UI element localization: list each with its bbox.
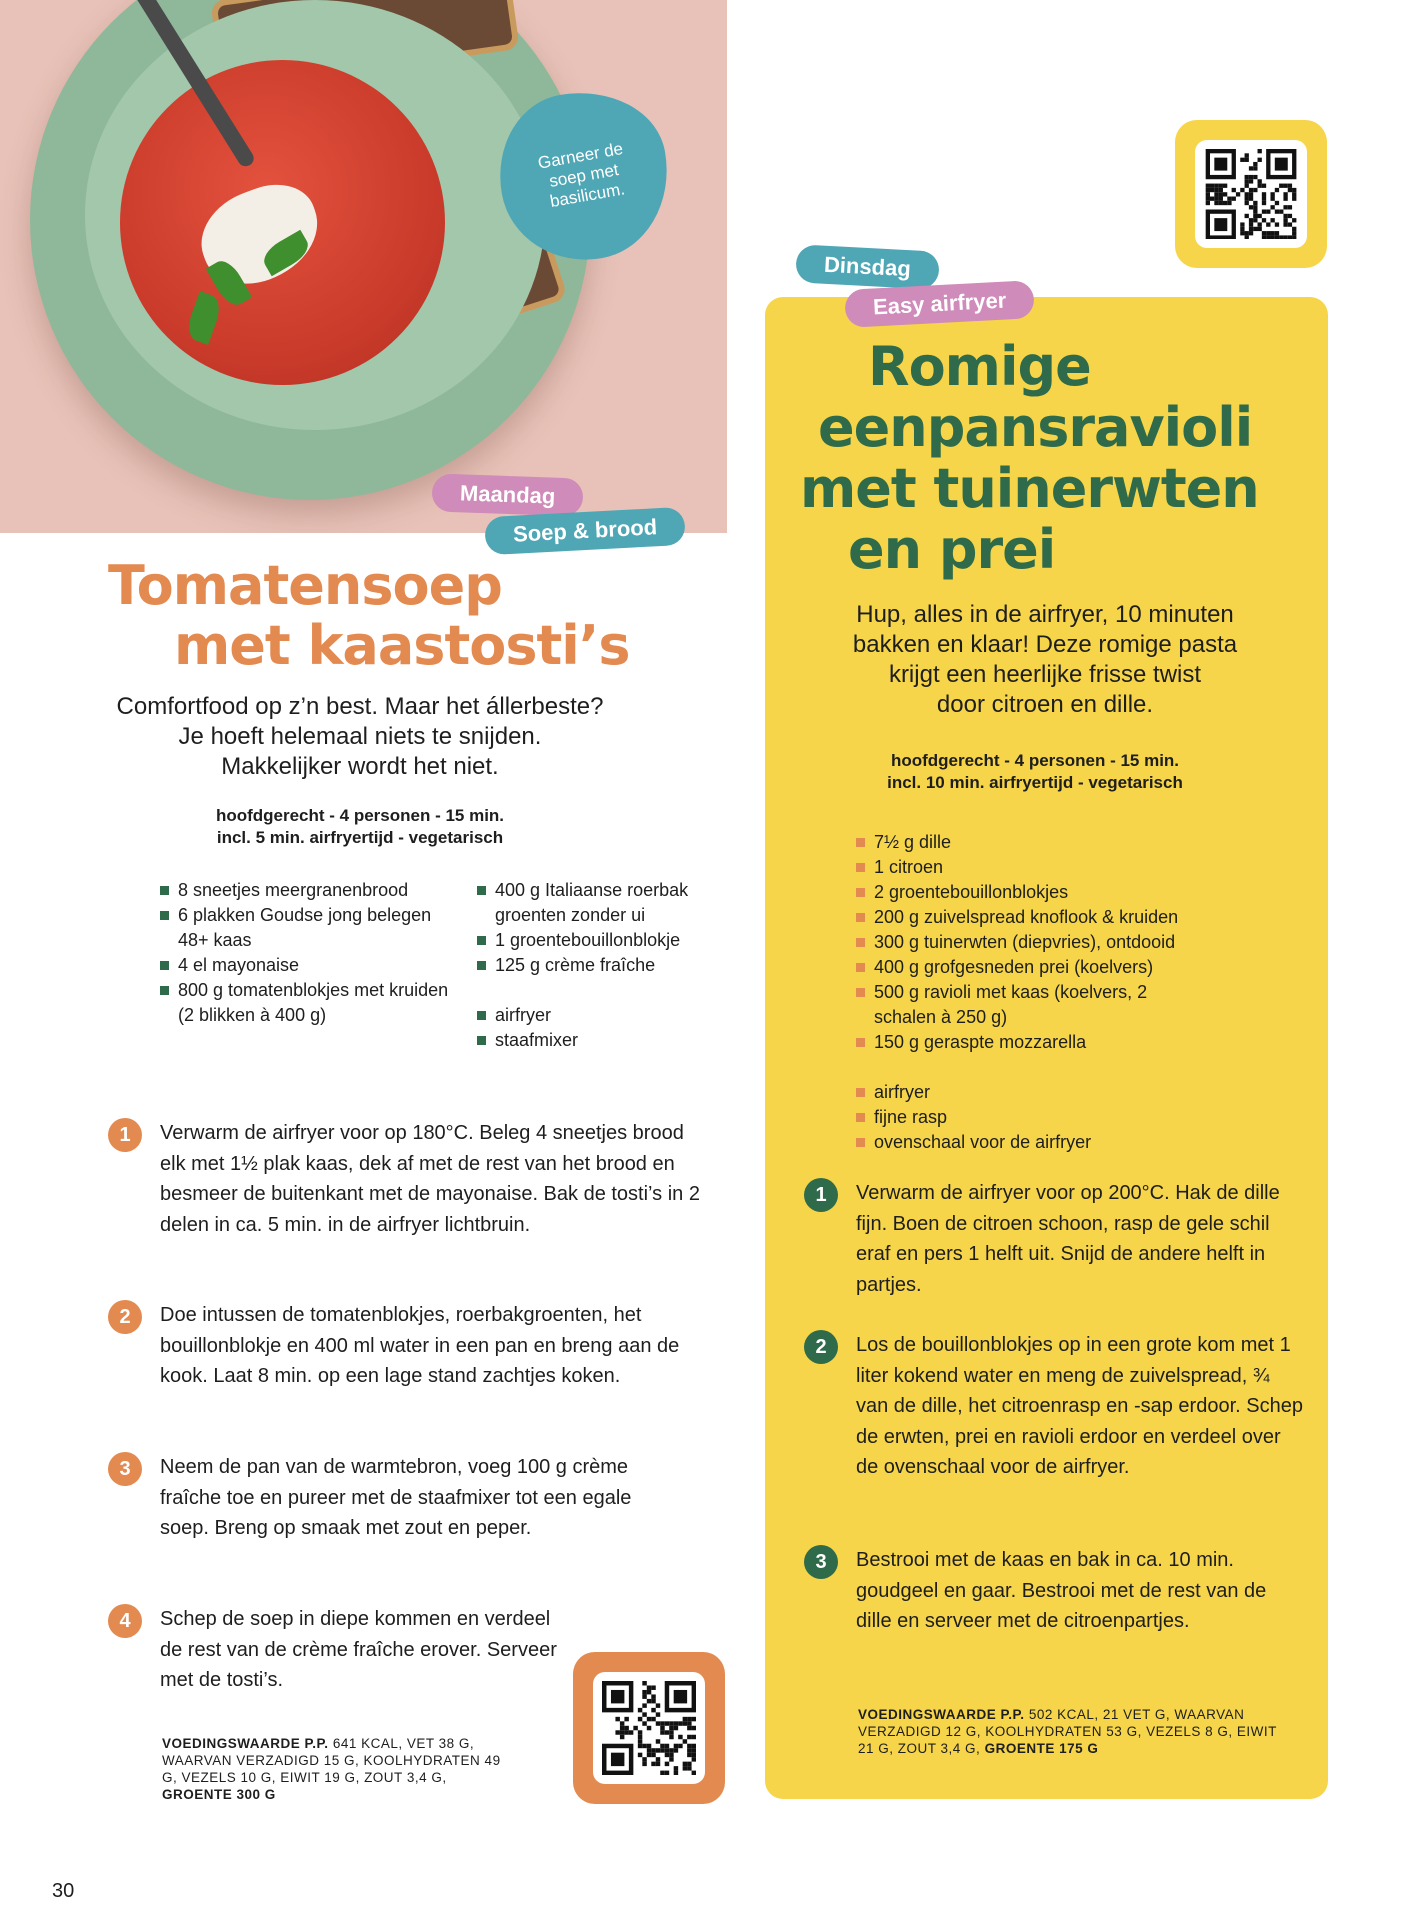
recipe-intro-right bbox=[780, 600, 1310, 720]
meta-line: incl. 10 min. airfryertijd - vegetarisch bbox=[887, 773, 1183, 792]
ingredient-item: 400 g grofgesneden prei (koelvers) bbox=[856, 955, 1296, 980]
ingredient-item: 7½ g dille bbox=[856, 830, 1296, 855]
ingredient-item: 300 g tuinerwten (diepvries), ontdooid bbox=[856, 930, 1296, 955]
ingredient-item: 6 plakken Goudse jong belegen 48+ kaas bbox=[160, 903, 460, 953]
ingredient-list-left-col1 bbox=[160, 878, 460, 1028]
step-left-3 bbox=[108, 1452, 648, 1544]
step-left-4 bbox=[108, 1604, 568, 1696]
ingredient-item: 400 g Italiaanse roerbak groenten zonder ui bbox=[477, 878, 739, 928]
intro-line: Je hoeft helemaal niets te snijden. bbox=[178, 723, 542, 750]
ingredient-item: 150 g geraspte mozzarella bbox=[856, 1030, 1296, 1055]
ingredient-item: 2 groentebouillonblokjes bbox=[856, 880, 1296, 905]
qr-code-left[interactable] bbox=[573, 1652, 725, 1804]
step-text: Verwarm de airfryer voor op 200°C. Hak de dille fijn. Boen de citroen schoon, rasp de gele schil eraf en pers 1 helft uit. Snijd de andere helft in partjes. bbox=[856, 1182, 1280, 1296]
recipe-photo-tomato-soup bbox=[0, 0, 727, 533]
page-number: 30 bbox=[52, 1880, 75, 1902]
title-line: eenpansravioli bbox=[818, 396, 1253, 459]
day-tag-maandag: Maandag bbox=[431, 473, 584, 516]
qr-code-icon bbox=[602, 1681, 696, 1775]
category-tag-soep-brood: Soep & brood bbox=[484, 507, 686, 555]
ingredient-item: 1 groentebouillonblokje bbox=[477, 928, 739, 953]
intro-line: Makkelijker wordt het niet. bbox=[221, 753, 499, 780]
title-line: Tomatensoep bbox=[108, 554, 502, 617]
title-line: Romige bbox=[868, 335, 1091, 398]
meta-line: incl. 5 min. airfryertijd - vegetarisch bbox=[216, 828, 504, 847]
qr-code-frame bbox=[1195, 140, 1307, 248]
step-number-badge: 1 bbox=[804, 1178, 838, 1212]
recipe-meta-right bbox=[860, 750, 1210, 794]
step-number-badge: 1 bbox=[108, 1118, 142, 1152]
title-line: en prei bbox=[848, 518, 1056, 581]
ingredient-item: 1 citroen bbox=[856, 855, 1296, 880]
equipment-item: staafmixer bbox=[477, 1028, 739, 1053]
recipe-intro-left bbox=[90, 692, 630, 782]
ingredient-item: 8 sneetjes meergranenbrood bbox=[160, 878, 460, 903]
equipment-item: airfryer bbox=[856, 1080, 1296, 1105]
equipment-item: ovenschaal voor de airfryer bbox=[856, 1130, 1296, 1155]
meta-line: hoofdgerecht - 4 personen - 15 min. bbox=[215, 806, 505, 825]
ingredient-item: 125 g crème fraîche bbox=[477, 953, 739, 978]
step-text: Schep de soep in diepe kommen en verdeel de rest van de crème fraîche erover. Serveer met de tosti’s. bbox=[160, 1608, 557, 1691]
nutrition-label: VOEDINGSWAARDE P.P. bbox=[162, 1736, 329, 1751]
step-right-1 bbox=[804, 1178, 1304, 1300]
nutrition-info-right bbox=[858, 1706, 1278, 1757]
step-right-2 bbox=[804, 1330, 1304, 1483]
title-line: met tuinerwten bbox=[800, 457, 1259, 520]
recipe-title-left bbox=[108, 556, 629, 676]
step-text: Neem de pan van de warmtebron, voeg 100 g crème fraîche toe en pureer met de staafmixer tot een egale soep. Breng op smaak met zout en peper. bbox=[160, 1456, 632, 1539]
ingredient-item: 200 g zuivelspread knoflook & kruiden bbox=[856, 905, 1296, 930]
nutrition-info-left bbox=[162, 1735, 502, 1803]
intro-line: bakken en klaar! Deze romige pasta bbox=[852, 631, 1238, 658]
ingredient-item: 4 el mayonaise bbox=[160, 953, 460, 978]
title-line: met kaastosti’s bbox=[174, 614, 630, 677]
equipment-item: fijne rasp bbox=[856, 1105, 1296, 1130]
nutrition-label: VOEDINGSWAARDE P.P. bbox=[858, 1707, 1025, 1722]
step-number-badge: 3 bbox=[108, 1452, 142, 1486]
intro-line: Comfortfood op z’n best. Maar het állerbeste? bbox=[116, 693, 604, 720]
intro-line: krijgt een heerlijke frisse twist bbox=[888, 661, 1202, 688]
step-text: Verwarm de airfryer voor op 180°C. Beleg 4 sneetjes brood elk met 1½ plak kaas, dek af met de rest van het brood en besmeer de buitenkant met de mayonaise. Bak de tosti’s in 2 delen in ca. 5 min. in de airfryer lichtbruin. bbox=[160, 1122, 700, 1236]
step-left-1 bbox=[108, 1118, 708, 1240]
intro-line: door citroen en dille. bbox=[936, 691, 1154, 718]
ingredient-list-left-col2 bbox=[477, 878, 739, 1053]
nutrition-vegetables: GROENTE 300 G bbox=[162, 1787, 276, 1802]
equipment-item: airfryer bbox=[477, 1003, 739, 1028]
step-text: Doe intussen de tomatenblokjes, roerbakgroenten, het bouillonblokje en 400 ml water in een pan en breng aan de kook. Laat 8 min. op een lage stand zachtjes koken. bbox=[160, 1304, 680, 1387]
recipe-meta-left bbox=[190, 805, 530, 849]
meta-line: hoofdgerecht - 4 personen - 15 min. bbox=[890, 751, 1180, 770]
garnish-tip-text: Garneer de soep met basilicum. bbox=[536, 138, 627, 212]
ingredient-list-right bbox=[856, 830, 1296, 1155]
day-tag-dinsdag: Dinsdag bbox=[795, 244, 940, 289]
qr-code-frame bbox=[593, 1672, 705, 1784]
step-number-badge: 2 bbox=[804, 1330, 838, 1364]
qr-code-icon bbox=[1204, 149, 1298, 240]
step-left-2 bbox=[108, 1300, 708, 1392]
nutrition-values: 641 KCAL, VET 38 G, WAARVAN VERZADIGD 15 G, KOOLHYDRATEN 49 G, VEZELS 10 G, EIWIT 19 G, ZOUT 3,4 G, bbox=[162, 1736, 501, 1785]
step-right-3 bbox=[804, 1545, 1304, 1637]
ingredient-item: 500 g ravioli met kaas (koelvers, 2 schalen à 250 g) bbox=[856, 980, 1156, 1030]
step-text: Bestrooi met de kaas en bak in ca. 10 min. goudgeel en gaar. Bestrooi met de rest van de dille en serveer met de citroenpartjes. bbox=[856, 1549, 1267, 1632]
step-number-badge: 2 bbox=[108, 1300, 142, 1334]
step-number-badge: 4 bbox=[108, 1604, 142, 1638]
category-tag-easy-airfryer: Easy airfryer bbox=[844, 280, 1035, 328]
nutrition-vegetables: GROENTE 175 G bbox=[984, 1741, 1099, 1756]
ingredient-item: 800 g tomatenblokjes met kruiden (2 blikken à 400 g) bbox=[160, 978, 460, 1028]
step-text: Los de bouillonblokjes op in een grote kom met 1 liter kokend water en meng de zuivelspread, ¾ van de dille, het citroenrasp en -sap erdoor. Schep de erwten, prei en ravioli erdoor en verdeel over de ovenschaal voor de airfryer. bbox=[856, 1334, 1303, 1478]
nutrition-values: 502 KCAL, 21 VET G, WAARVAN VERZADIGD 12 G, KOOLHYDRATEN 53 G, VEZELS 8 G, EIWIT 21 G, ZOUT 3,4 G, bbox=[858, 1707, 1277, 1756]
intro-line: Hup, alles in de airfryer, 10 minuten bbox=[856, 601, 1234, 628]
qr-code-right[interactable] bbox=[1175, 120, 1327, 268]
step-number-badge: 3 bbox=[804, 1545, 838, 1579]
